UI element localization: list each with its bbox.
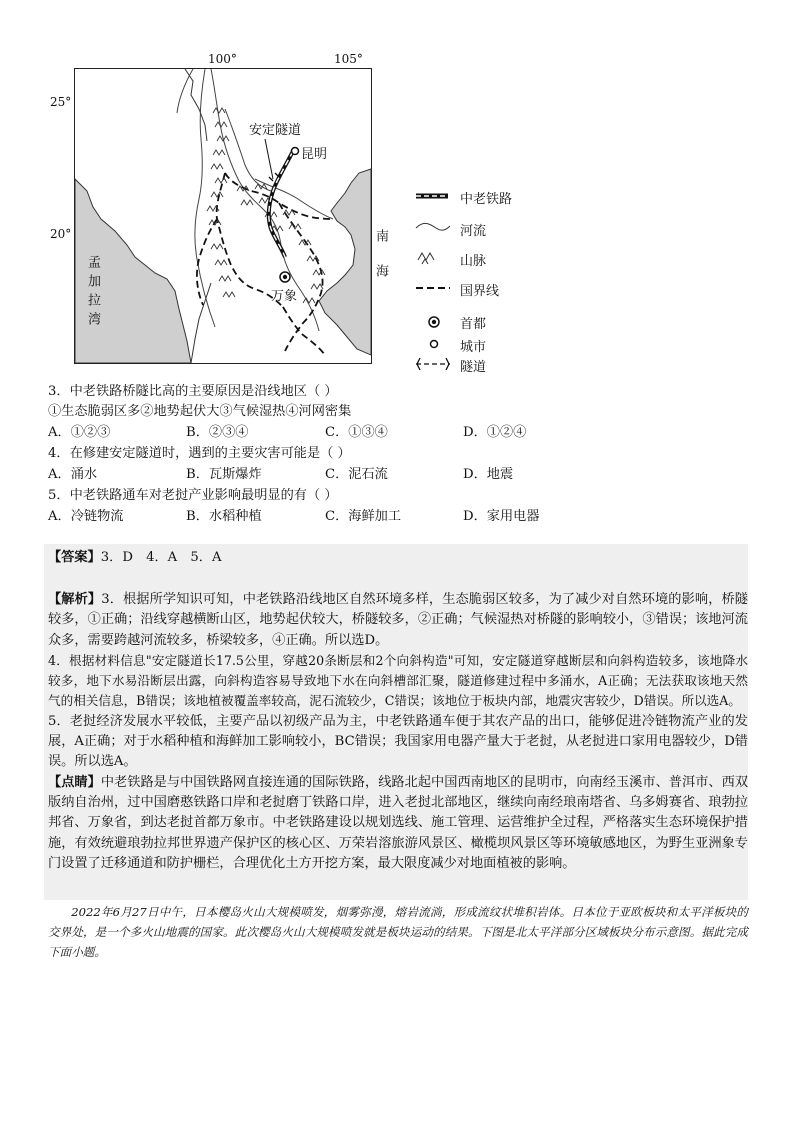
question-3-options xyxy=(48,423,748,443)
analysis-block xyxy=(48,590,748,874)
q4-option-a[interactable]: A．涌水 xyxy=(48,467,98,482)
q3-option-d[interactable]: D．①②④ xyxy=(463,425,527,440)
china-laos-railway xyxy=(269,151,293,257)
q3-option-b[interactable]: B．②③④ xyxy=(186,425,249,440)
q5-option-c[interactable]: C．海鲜加工 xyxy=(325,509,402,524)
mountain-icon xyxy=(418,253,434,264)
city-icon xyxy=(431,341,438,348)
capital-icon xyxy=(429,317,439,327)
q4-option-c[interactable]: C．泥石流 xyxy=(325,467,388,482)
legend-capital: 首都 xyxy=(460,317,487,332)
sea-label: 南海 xyxy=(373,229,388,299)
question-3-items: ①生态脆弱区多②地势起伏大③气候湿热④河网密集 xyxy=(48,404,352,419)
kunming-label: 昆明 xyxy=(301,147,328,162)
question-4-options xyxy=(48,465,748,485)
south-china-sea xyxy=(319,169,371,355)
river-icon xyxy=(416,223,450,230)
bay-label: 孟加拉湾 xyxy=(85,255,100,331)
question-3-stem: 3．中老铁路桥隧比高的主要原因是沿线地区（ ） xyxy=(48,384,338,399)
question-4-stem: 4．在修建安定隧道时，遇到的主要灾害可能是（ ） xyxy=(48,446,351,461)
answer-text: 3．D 4．A 5．A xyxy=(100,550,222,565)
q5-option-a[interactable]: A．冷链物流 xyxy=(48,509,124,524)
tunnel-label: 安定隧道 xyxy=(249,123,302,138)
lat-label-20: 20° xyxy=(50,227,72,241)
vientiane-label: 万象 xyxy=(271,289,298,304)
tunnel-icon xyxy=(416,358,450,370)
question-5-stem: 5．中老铁路通车对老挝产业影响最明显的有（ ） xyxy=(48,488,338,503)
q4-option-d[interactable]: D．地震 xyxy=(463,467,514,482)
map-drawing xyxy=(75,69,371,363)
highlight-label: 【点睛】 xyxy=(48,774,101,790)
question-5-options xyxy=(48,507,748,527)
lat-label-25: 25° xyxy=(50,95,72,109)
next-material: 2022年6月27日中午，日本樱岛火山大规模喷发，烟雾弥漫，熔岩流淌，形成流纹状堆积岩体。日本位于亚欧板块和太平洋板块的交界处，是一个多火山地震的国家。此次樱岛火山大规模喷发就是板块运动的结果。下图是北太平洋部分区域板块分布示意图。据此完成下面小题。 xyxy=(48,905,748,959)
legend-railway: 中老铁路 xyxy=(460,192,513,207)
legend-tunnel: 隧道 xyxy=(460,360,487,375)
legend-city: 城市 xyxy=(460,340,487,355)
legend-river: 河流 xyxy=(460,224,487,239)
q4-option-b[interactable]: B．瓦斯爆炸 xyxy=(186,467,262,482)
kunming-city xyxy=(292,148,299,155)
analysis-p1: 【解析】3．根据所学知识可知，中老铁路沿线地区自然环境多样，生态脆弱区较多，为了减少对自然环境的影响，桥隧较多，①正确；沿线穿越横断山区，地势起伏较大，桥隧较多，②正确；气候湿热对桥隧的影响较小，③错误；该地河流众多，需要跨越河流较多，桥梁较多，④正确。所以选D。 xyxy=(48,592,748,648)
answer-line xyxy=(48,548,221,568)
answer-label: 【答案】 xyxy=(48,550,101,565)
q5-option-b[interactable]: B．水稻种植 xyxy=(186,509,262,524)
analysis-p2: 4．根据材料信息"安定隧道长17.5公里，穿越20条断层和2个向斜构造"可知，安定隧道穿越断层和向斜构造较多，该地降水较多，地下水易沿断层出露，向斜构造容易导致地下水在向斜槽部汇聚，隧道修建过程中多涌水，A正确；无法获取该地天然气的相关信息，B错误；该地植被覆盖率较高，泥石流较少，C错误；该地位于板块内部，地震灾害较少，D错误。所以选A。 xyxy=(48,652,748,709)
river-mekong xyxy=(211,69,319,331)
analysis-p3: 5．老挝经济发展水平较低，主要产品以初级产品为主，中老铁路通车便于其农产品的出口，能够促进冷链物流产业的发展，A正确；对于水稻种植和海鲜加工影响较小，BC错误；我国家用电器产量大于老挝，从老挝进口家用电器较少，D错误。所以选A。 xyxy=(48,713,748,770)
map-frame xyxy=(74,68,388,364)
q3-option-a[interactable]: A．①②③ xyxy=(48,425,111,440)
lon-label-100: 100° xyxy=(208,52,237,66)
legend-border: 国界线 xyxy=(460,284,500,299)
legend-icons xyxy=(410,180,460,370)
legend-mountain: 山脉 xyxy=(460,254,487,269)
analysis-label: 【解析】 xyxy=(48,592,102,607)
highlight-paragraph: 【点睛】中老铁路是与中国铁路网直接连通的国际铁路，线路北起中国西南地区的昆明市，向南经玉溪市、普洱市、西双版纳自治州，过中国磨憨铁路口岸和老挝磨丁铁路口岸，进入老挝北部地区，继续向南经琅南塔省、乌多姆赛省、琅勃拉邦省、万象省，到达老挝首都万象市。中老铁路建设以规划选线、施工管理、运营维护全过程，严格落实生态环境保护措施，有效统避琅勃拉邦世界遗产保护区的核心区、万荣岩溶旅游风景区、橄榄坝风景区等环境敏感地区，为野生亚洲象专门设置了迁移通道和防护栅栏，合理优化土方开挖方案，最大限度减少对地面植被的影响。 xyxy=(48,774,749,871)
q3-option-c[interactable]: C．①③④ xyxy=(325,425,388,440)
lon-label-105: 105° xyxy=(334,52,363,66)
q5-option-d[interactable]: D．家用电器 xyxy=(463,509,540,524)
